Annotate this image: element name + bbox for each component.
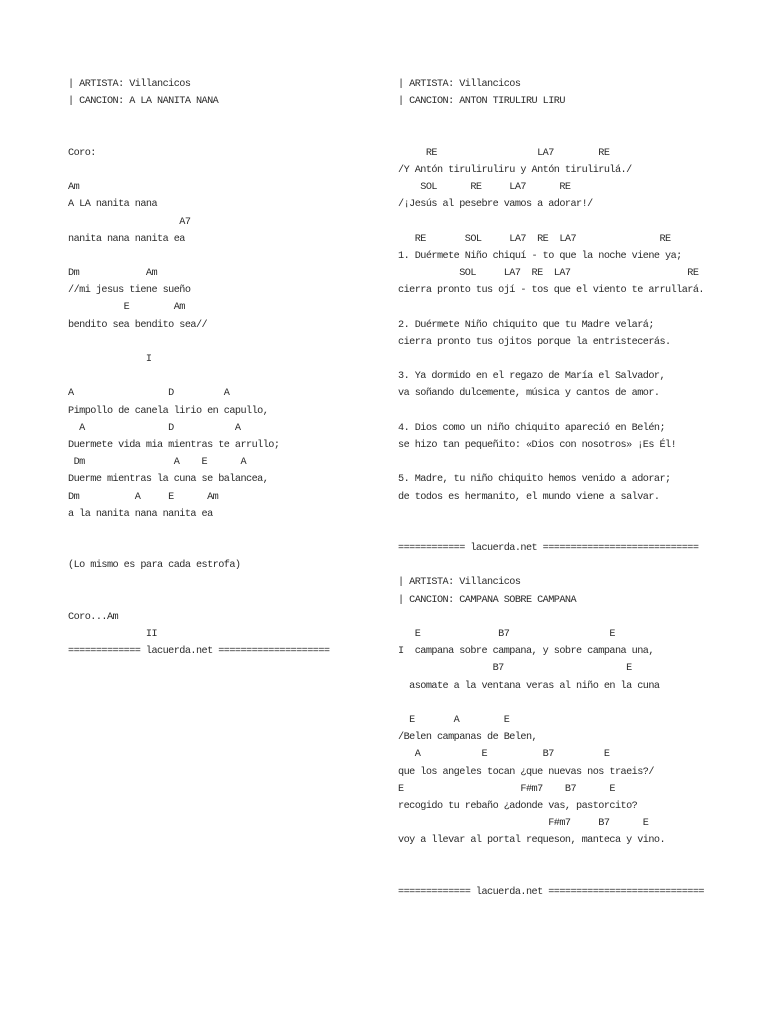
left-column-line: ============= lacuerda.net ==================== xyxy=(68,646,330,658)
right-column-line: /Y Antón tiruliruliru y Antón tirulirulá./ xyxy=(398,164,632,176)
left-column-line: II xyxy=(68,629,158,640)
left-column-line: | ARTISTA: Villancicos xyxy=(68,79,191,90)
left-column-line: A LA nanita nana xyxy=(68,199,158,211)
right-column-line: 4. Dios como un niño chiquito apareció en Belén; xyxy=(398,422,666,434)
right-column-line xyxy=(398,351,766,368)
right-column-line: E B7 E xyxy=(398,629,615,640)
right-column-line xyxy=(398,849,766,866)
right-column-line xyxy=(398,403,766,420)
right-column-line xyxy=(398,867,766,884)
left-column-line: Dm Am xyxy=(68,268,158,280)
left-column-line xyxy=(68,592,388,609)
left-column-line: nanita nana nanita ea xyxy=(68,233,185,245)
left-column-line: Dm A E Am xyxy=(68,491,219,503)
right-column-line: SOL RE LA7 RE xyxy=(398,182,571,194)
left-column-line: //mi jesus tiene sueño xyxy=(68,285,191,297)
right-column-line: I campana sobre campana, y sobre campana una, xyxy=(398,646,654,658)
right-column-line xyxy=(398,110,766,127)
right-column-line: | ARTISTA: Villancicos xyxy=(398,79,521,90)
right-column-line: /¡Jesús al pesebre vamos a adorar!/ xyxy=(398,199,593,211)
left-column-line: Am xyxy=(68,182,80,194)
left-column-line: A D A xyxy=(68,388,230,400)
left-column-line xyxy=(68,540,388,557)
left-column-line: a la nanita nana nanita ea xyxy=(68,508,213,520)
left-column-line: Coro: xyxy=(68,147,96,159)
right-column-line xyxy=(398,523,766,540)
right-column-line: /Belen campanas de Belen, xyxy=(398,732,538,744)
left-column-line xyxy=(68,523,388,540)
left-column-line: | CANCION: A LA NANITA NANA xyxy=(68,96,219,108)
right-column-line xyxy=(398,128,766,145)
left-column-line: A7 xyxy=(68,216,191,228)
right-column-line: 2. Duérmete Niño chiquito que tu Madre velará; xyxy=(398,319,654,331)
right-column-line: RE LA7 RE xyxy=(398,147,610,159)
right-column-line: B7 E xyxy=(398,663,632,675)
right-column-line: asomate a la ventana veras al niño en la cuna xyxy=(398,680,660,692)
right-column-line: | ARTISTA: Villancicos xyxy=(398,577,521,589)
right-column-line: que los angeles tocan ¿que nuevas nos traeis?/ xyxy=(398,766,654,778)
right-column-line xyxy=(398,609,766,626)
right-column-line xyxy=(398,299,766,316)
right-column-line: | CANCION: ANTON TIRULIRU LIRU xyxy=(398,96,565,108)
left-column-line xyxy=(68,368,388,385)
left-column-line: Pimpollo de canela lirio en capullo, xyxy=(68,405,269,417)
left-column-line: Duermete vida mia mientras te arrullo; xyxy=(68,439,280,451)
left-column-line xyxy=(68,162,388,179)
right-column-line: recogido tu rebaño ¿adonde vas, pastorcito? xyxy=(398,800,638,812)
right-column-line: de todos es hermanito, el mundo viene a salvar. xyxy=(398,491,660,503)
left-column-line: I xyxy=(68,354,152,365)
right-column-line: SOL LA7 RE LA7 RE xyxy=(398,268,699,280)
left-column-line: (Lo mismo es para cada estrofa) xyxy=(68,560,241,572)
left-column-line xyxy=(68,248,388,265)
left-column-line: bendito sea bendito sea// xyxy=(68,319,208,331)
right-column-line: A E B7 E xyxy=(398,749,610,761)
right-column-line xyxy=(398,557,766,574)
right-column-line: 1. Duérmete Niño chiquí - to que la noche viene ya; xyxy=(398,250,682,262)
left-column-line xyxy=(68,128,388,145)
left-column-line xyxy=(68,334,388,351)
right-column-line: voy a llevar al portal requeson, manteca y vino. xyxy=(398,835,666,847)
left-column-line: E Am xyxy=(68,302,185,314)
left-column-line xyxy=(68,110,388,127)
right-column-line: ============= lacuerda.net ============================ xyxy=(398,886,704,898)
right-column-line: se hizo tan pequeñito: «Dios con nosotros» ¡Es Él! xyxy=(398,439,677,451)
right-column-line xyxy=(398,506,766,523)
right-column-line: cierra pronto tus ojitos porque la entristecerás. xyxy=(398,336,671,348)
right-column-song-sheet xyxy=(398,76,766,901)
left-column-line: A D A xyxy=(68,422,241,434)
left-column-line: Dm A E A xyxy=(68,457,247,469)
right-column-line: E F#m7 B7 E xyxy=(398,783,615,795)
right-column-line xyxy=(398,214,766,231)
right-column-line: cierra pronto tus ojí - tos que el viento te arrullará. xyxy=(398,285,704,297)
right-column-line: RE SOL LA7 RE LA7 RE xyxy=(398,233,671,245)
right-column-line: ============ lacuerda.net ============================ xyxy=(398,543,699,555)
right-column-line xyxy=(398,695,766,712)
left-column-song-sheet xyxy=(68,76,388,660)
left-column-line: Coro...Am xyxy=(68,611,119,623)
right-column-line: F#m7 B7 E xyxy=(398,818,649,830)
right-column-line: va soñando dulcemente, música y cantos de amor. xyxy=(398,388,660,400)
left-column-line: Duerme mientras la cuna se balancea, xyxy=(68,474,269,486)
right-column-line: 5. Madre, tu niño chiquito hemos venido a adorar; xyxy=(398,474,671,486)
left-column-line xyxy=(68,574,388,591)
right-column-line: | CANCION: CAMPANA SOBRE CAMPANA xyxy=(398,594,577,606)
right-column-line: E A E xyxy=(398,714,510,726)
right-column-line xyxy=(398,454,766,471)
right-column-line: 3. Ya dormido en el regazo de María el Salvador, xyxy=(398,371,666,383)
